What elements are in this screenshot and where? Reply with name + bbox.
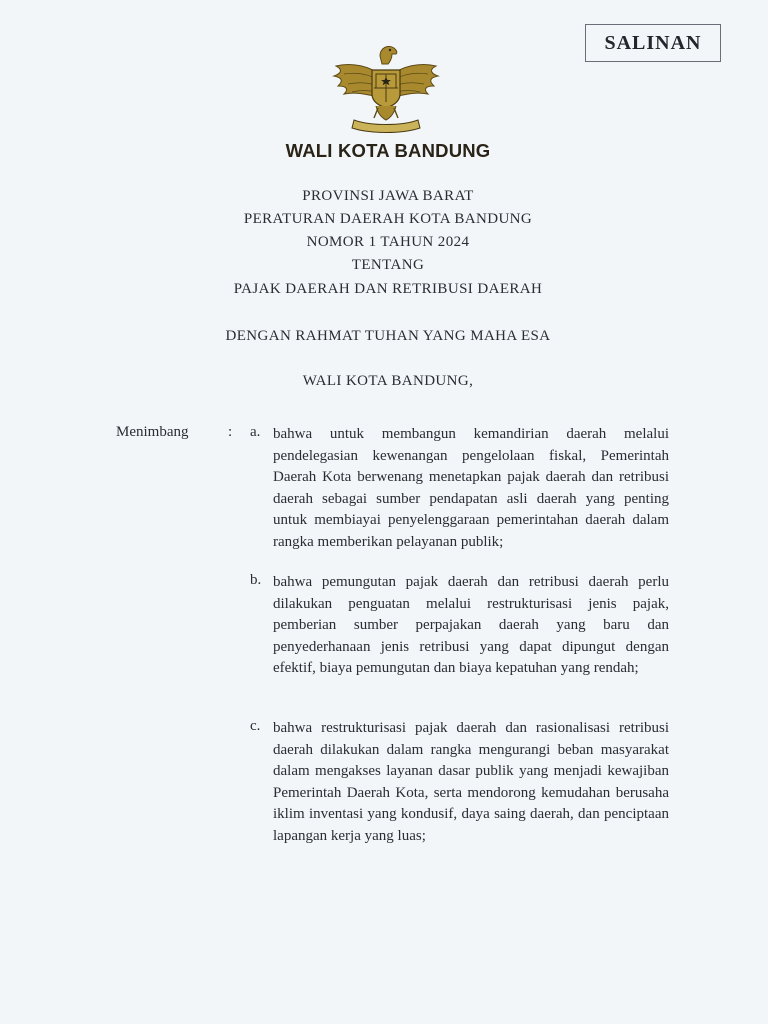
heading-regulation: PERATURAN DAERAH KOTA BANDUNG <box>243 211 533 227</box>
heading-province: PROVINSI JAWA BARAT <box>302 188 474 204</box>
item-letter: a. <box>250 424 261 440</box>
item-letter: b. <box>250 572 262 588</box>
item-letter: c. <box>250 718 261 734</box>
heading-number: NOMOR 1 TAHUN 2024 <box>306 234 470 250</box>
considering-label: Menimbang <box>116 424 189 440</box>
item-text: bahwa untuk membangun kemandirian daerah melalui pendelegasian kewenangan pengelolaan fiskal, Pemerintah Daerah Kota berwenang menetapkan pajak daerah dan retribusi daerah sebagai sumber pendapatan asli daerah yang penting untuk membiayai penyelenggaraan pemerintahan daerah dalam rangka memberikan pelayanan publik; <box>273 426 669 550</box>
considering-colon: : <box>228 424 233 440</box>
item-text: bahwa pemungutan pajak daerah dan retribusi daerah perlu dilakukan penguatan melalui restrukturisasi jenis pajak, pemberian sumber perpajakan daerah yang baru dan penyederhanaan jenis retribusi yang dapat dipungut dengan efektif, biaya pemungutan dan biaya kepatuhan yang rendah; <box>273 574 669 676</box>
garuda-pancasila-emblem-icon <box>330 36 442 134</box>
authority-title: WALI KOTA BANDUNG <box>285 140 491 161</box>
issuer: WALI KOTA BANDUNG, <box>302 373 474 389</box>
salinan-stamp: SALINAN <box>585 24 721 62</box>
invocation: DENGAN RAHMAT TUHAN YANG MAHA ESA <box>225 328 551 344</box>
heading-about: TENTANG <box>351 257 425 273</box>
heading-subject: PAJAK DAERAH DAN RETRIBUSI DAERAH <box>233 281 543 297</box>
item-text: bahwa restrukturisasi pajak daerah dan rasionalisasi retribusi daerah dilakukan dalam rangka mengurangi beban masyarakat dalam mengakses layanan dasar publik yang menjadi kewajiban Pemerintah Daerah Kota, serta mendorong kemudahan berusaha iklim inventasi yang kondusif, daya saing daerah, dan penciptaan lapangan kerja yang luas; <box>273 720 669 844</box>
